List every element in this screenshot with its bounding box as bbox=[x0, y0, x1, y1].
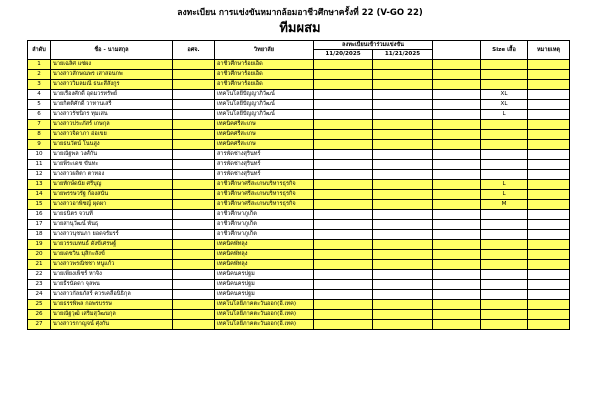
cell-name: นางสาวรัชนิกร ทุมเสน bbox=[51, 110, 173, 120]
table-row bbox=[28, 270, 570, 280]
cell-size bbox=[481, 130, 528, 140]
cell-size: L bbox=[481, 180, 528, 190]
cell-blank bbox=[433, 70, 481, 80]
cell-date1 bbox=[314, 140, 373, 150]
cell-code bbox=[173, 270, 215, 280]
cell-name: นางสาววิมลมณี ธนะสีสังกูร bbox=[51, 80, 173, 90]
cell-college: เทคนิคศรีสะเกษ bbox=[215, 120, 314, 130]
cell-name: นายทักษ์ดนัย ศรีบุญ bbox=[51, 180, 173, 190]
cell-no: 23 bbox=[28, 280, 51, 290]
cell-code bbox=[173, 140, 215, 150]
cell-remark bbox=[528, 300, 570, 310]
cell-date2 bbox=[373, 190, 433, 200]
cell-size bbox=[481, 280, 528, 290]
cell-blank bbox=[433, 300, 481, 310]
cell-no: 10 bbox=[28, 150, 51, 160]
cell-blank bbox=[433, 210, 481, 220]
cell-name: นายเรืองศักดิ์ อุดมวรทรัพย์ bbox=[51, 90, 173, 100]
cell-name: นายธนิตร จวนที bbox=[51, 210, 173, 220]
cell-remark bbox=[528, 230, 570, 240]
table-row bbox=[28, 180, 570, 190]
table-row bbox=[28, 90, 570, 100]
cell-college: เทคนิคศรีสะเกษ bbox=[215, 130, 314, 140]
cell-name: นางสาวอาพิชญ์ ผุดผา bbox=[51, 200, 173, 210]
cell-no: 24 bbox=[28, 290, 51, 300]
cell-name: นายเพียงเพ็ชร์ หาจิ่ง bbox=[51, 270, 173, 280]
table-row bbox=[28, 110, 570, 120]
cell-date1 bbox=[314, 250, 373, 260]
cell-size: L bbox=[481, 190, 528, 200]
cell-college: เทคโนโลยีปัญญาภิวัฒน์ bbox=[215, 90, 314, 100]
cell-name: นายธนวัตน์ โนนสูง bbox=[51, 140, 173, 150]
cell-size bbox=[481, 240, 528, 250]
cell-blank bbox=[433, 180, 481, 190]
table-row bbox=[28, 160, 570, 170]
cell-date1 bbox=[314, 170, 373, 180]
cell-date1 bbox=[314, 120, 373, 130]
table-body bbox=[28, 60, 570, 330]
cell-date1 bbox=[314, 320, 373, 330]
cell-size bbox=[481, 210, 528, 220]
cell-blank bbox=[433, 320, 481, 330]
cell-date2 bbox=[373, 140, 433, 150]
cell-blank bbox=[433, 90, 481, 100]
header-college: วิทยาลัย bbox=[215, 41, 314, 60]
cell-blank bbox=[433, 200, 481, 210]
cell-code bbox=[173, 160, 215, 170]
cell-remark bbox=[528, 200, 570, 210]
cell-date1 bbox=[314, 160, 373, 170]
cell-code bbox=[173, 110, 215, 120]
cell-remark bbox=[528, 90, 570, 100]
cell-name: นายเฉลิศ แซ่ผง bbox=[51, 60, 173, 70]
table-row bbox=[28, 100, 570, 110]
cell-size bbox=[481, 320, 528, 330]
cell-blank bbox=[433, 250, 481, 260]
cell-no: 18 bbox=[28, 230, 51, 240]
cell-no: 7 bbox=[28, 120, 51, 130]
cell-size bbox=[481, 150, 528, 160]
header-code: อศจ. bbox=[173, 41, 215, 60]
cell-code bbox=[173, 230, 215, 240]
cell-blank bbox=[433, 80, 481, 90]
cell-size bbox=[481, 310, 528, 320]
cell-code bbox=[173, 260, 215, 270]
cell-size bbox=[481, 230, 528, 240]
cell-remark bbox=[528, 120, 570, 130]
cell-name: นางสาวจิดาภา อ่อเขย bbox=[51, 130, 173, 140]
cell-date2 bbox=[373, 150, 433, 160]
cell-date2 bbox=[373, 160, 433, 170]
cell-remark bbox=[528, 250, 570, 260]
cell-size bbox=[481, 160, 528, 170]
cell-name: นายณัฐวุฒิ เสริมสุวัฒนกุล bbox=[51, 310, 173, 320]
cell-size bbox=[481, 140, 528, 150]
cell-date1 bbox=[314, 190, 373, 200]
cell-remark bbox=[528, 70, 570, 80]
cell-college: อาชีวศึกษาภูเก็ต bbox=[215, 210, 314, 220]
cell-no: 15 bbox=[28, 200, 51, 210]
cell-blank bbox=[433, 110, 481, 120]
cell-blank bbox=[433, 280, 481, 290]
cell-size bbox=[481, 70, 528, 80]
cell-remark bbox=[528, 170, 570, 180]
cell-date2 bbox=[373, 270, 433, 280]
cell-college: เทคโนโลยีปัญญาภิวัฒน์ bbox=[215, 110, 314, 120]
cell-college: สารพัดช่างสุรินทร์ bbox=[215, 150, 314, 160]
cell-date1 bbox=[314, 260, 373, 270]
cell-code bbox=[173, 100, 215, 110]
cell-remark bbox=[528, 60, 570, 70]
cell-no: 14 bbox=[28, 190, 51, 200]
header-date1: 11/20/2025 bbox=[314, 50, 373, 60]
cell-name: นายธรรพิพล กอพรบรรษ bbox=[51, 300, 173, 310]
cell-date2 bbox=[373, 240, 433, 250]
cell-college: อาชีวศึกษาศรีสะเกษบริหารธุรกิจ bbox=[215, 190, 314, 200]
cell-no: 3 bbox=[28, 80, 51, 90]
cell-name: นายวรรเมทนธ์ ดังข้เศรษฐ์ bbox=[51, 240, 173, 250]
cell-blank bbox=[433, 240, 481, 250]
header-blank bbox=[433, 41, 481, 60]
cell-date1 bbox=[314, 80, 373, 90]
cell-code bbox=[173, 290, 215, 300]
cell-code bbox=[173, 180, 215, 190]
cell-college: เทคโนโลยีปัญญาภิวัฒน์ bbox=[215, 100, 314, 110]
cell-date2 bbox=[373, 230, 433, 240]
cell-college: สารพัดช่างสุรินทร์ bbox=[215, 170, 314, 180]
cell-no: 16 bbox=[28, 210, 51, 220]
table-row bbox=[28, 250, 570, 260]
cell-blank bbox=[433, 120, 481, 130]
cell-date2 bbox=[373, 200, 433, 210]
cell-name: นายสานุวัฒน์ พันธุ bbox=[51, 220, 173, 230]
cell-no: 4 bbox=[28, 90, 51, 100]
cell-code bbox=[173, 220, 215, 230]
cell-code bbox=[173, 190, 215, 200]
table-row bbox=[28, 290, 570, 300]
table-row bbox=[28, 80, 570, 90]
cell-remark bbox=[528, 160, 570, 170]
table-row bbox=[28, 310, 570, 320]
cell-code bbox=[173, 250, 215, 260]
team-title: ทีมผสม bbox=[279, 21, 321, 36]
cell-name: นางสาวกัลยภัสร์ ควรเคลือนิธิกุล bbox=[51, 290, 173, 300]
cell-date1 bbox=[314, 90, 373, 100]
cell-date1 bbox=[314, 240, 373, 250]
table-row bbox=[28, 280, 570, 290]
cell-date2 bbox=[373, 300, 433, 310]
cell-blank bbox=[433, 260, 481, 270]
cell-blank bbox=[433, 290, 481, 300]
cell-no: 6 bbox=[28, 110, 51, 120]
cell-college: เทคนิคพัทลุง bbox=[215, 240, 314, 250]
cell-size bbox=[481, 80, 528, 90]
cell-date1 bbox=[314, 100, 373, 110]
cell-code bbox=[173, 300, 215, 310]
cell-remark bbox=[528, 240, 570, 250]
cell-size bbox=[481, 290, 528, 300]
cell-date2 bbox=[373, 60, 433, 70]
cell-blank bbox=[433, 150, 481, 160]
cell-size: XL bbox=[481, 100, 528, 110]
cell-date2 bbox=[373, 220, 433, 230]
cell-date2 bbox=[373, 110, 433, 120]
cell-size: L bbox=[481, 110, 528, 120]
header-no: ลำดับ bbox=[28, 41, 51, 60]
cell-no: 11 bbox=[28, 160, 51, 170]
cell-remark bbox=[528, 260, 570, 270]
cell-blank bbox=[433, 270, 481, 280]
cell-no: 13 bbox=[28, 180, 51, 190]
cell-college: อาชีวศึกษาร้อยเอ็ด bbox=[215, 80, 314, 90]
cell-remark bbox=[528, 100, 570, 110]
cell-code bbox=[173, 170, 215, 180]
cell-name: นายพรรษวรัฐ ก้องสนั่น bbox=[51, 190, 173, 200]
cell-name: นายพีระเดช ขันทะ bbox=[51, 160, 173, 170]
cell-remark bbox=[528, 290, 570, 300]
cell-no: 5 bbox=[28, 100, 51, 110]
cell-remark bbox=[528, 220, 570, 230]
cell-date1 bbox=[314, 130, 373, 140]
header-register-group: ลงทะเบียนเข้าร่วมแข่งขัน bbox=[314, 41, 433, 50]
cell-college: สารพัดช่างสุรินทร์ bbox=[215, 160, 314, 170]
cell-college: อาชีวศึกษาภูเก็ต bbox=[215, 230, 314, 240]
cell-date1 bbox=[314, 220, 373, 230]
document-title: ลงทะเบียน การแข่งขันหมากล้อมอาชีวศึกษาครั้งที่ 22 (V-GO 22) bbox=[177, 8, 423, 18]
cell-date2 bbox=[373, 260, 433, 270]
cell-date1 bbox=[314, 200, 373, 210]
cell-code bbox=[173, 240, 215, 250]
cell-code bbox=[173, 320, 215, 330]
cell-name: นายธีรนัดดา จุลพน bbox=[51, 280, 173, 290]
cell-size bbox=[481, 220, 528, 230]
table-row bbox=[28, 130, 570, 140]
header-size: Size เสื้อ bbox=[481, 41, 528, 60]
cell-college: อาชีวศึกษาร้อยเอ็ด bbox=[215, 70, 314, 80]
cell-blank bbox=[433, 230, 481, 240]
cell-code bbox=[173, 60, 215, 70]
cell-size: M bbox=[481, 200, 528, 210]
table-row bbox=[28, 320, 570, 330]
cell-date1 bbox=[314, 290, 373, 300]
cell-college: เทคโนโลยีภาคตะวันออก(อี.เทค) bbox=[215, 300, 314, 310]
cell-name: นายณัฐพล วงศ์กัน bbox=[51, 150, 173, 160]
table-row bbox=[28, 200, 570, 210]
table-row bbox=[28, 260, 570, 270]
cell-remark bbox=[528, 180, 570, 190]
cell-date2 bbox=[373, 170, 433, 180]
header-date2: 11/21/2025 bbox=[373, 50, 433, 60]
cell-college: เทคนิคพัทลุง bbox=[215, 260, 314, 270]
cell-size bbox=[481, 300, 528, 310]
cell-remark bbox=[528, 270, 570, 280]
cell-remark bbox=[528, 280, 570, 290]
cell-date2 bbox=[373, 250, 433, 260]
cell-date1 bbox=[314, 270, 373, 280]
cell-size bbox=[481, 250, 528, 260]
cell-size bbox=[481, 260, 528, 270]
cell-date1 bbox=[314, 210, 373, 220]
cell-no: 22 bbox=[28, 270, 51, 280]
cell-size bbox=[481, 120, 528, 130]
table-row bbox=[28, 220, 570, 230]
cell-blank bbox=[433, 130, 481, 140]
table-row bbox=[28, 60, 570, 70]
cell-no: 26 bbox=[28, 310, 51, 320]
cell-code bbox=[173, 210, 215, 220]
cell-no: 19 bbox=[28, 240, 51, 250]
cell-remark bbox=[528, 310, 570, 320]
cell-date1 bbox=[314, 150, 373, 160]
cell-college: อาชีวศึกษาศรีสะเกษบริหารธุรกิจ bbox=[215, 180, 314, 190]
cell-size bbox=[481, 60, 528, 70]
cell-date2 bbox=[373, 210, 433, 220]
cell-date2 bbox=[373, 90, 433, 100]
cell-date1 bbox=[314, 280, 373, 290]
cell-name: นางสาวประภัสร์ เกษกุล bbox=[51, 120, 173, 130]
cell-no: 21 bbox=[28, 260, 51, 270]
cell-no: 2 bbox=[28, 70, 51, 80]
cell-date1 bbox=[314, 310, 373, 320]
cell-name: นางสาวสักษณพร เสาสอนกพ bbox=[51, 70, 173, 80]
cell-blank bbox=[433, 60, 481, 70]
cell-date2 bbox=[373, 70, 433, 80]
cell-name: นายกิตติศักดิ์ วาทานเสรี bbox=[51, 100, 173, 110]
cell-code bbox=[173, 130, 215, 140]
cell-remark bbox=[528, 80, 570, 90]
cell-college: อาชีวศึกษาภูเก็ต bbox=[215, 220, 314, 230]
cell-blank bbox=[433, 220, 481, 230]
table-row bbox=[28, 240, 570, 250]
cell-blank bbox=[433, 160, 481, 170]
cell-code bbox=[173, 150, 215, 160]
cell-blank bbox=[433, 310, 481, 320]
cell-code bbox=[173, 90, 215, 100]
cell-date2 bbox=[373, 100, 433, 110]
cell-code bbox=[173, 200, 215, 210]
cell-college: เทคนิคศรีสะเกษ bbox=[215, 140, 314, 150]
cell-code bbox=[173, 120, 215, 130]
cell-college: เทคโนโลยีภาคตะวันออก(อี.เทค) bbox=[215, 320, 314, 330]
table-row bbox=[28, 120, 570, 130]
cell-size bbox=[481, 170, 528, 180]
cell-college: เทคโนโลยีภาคตะวันออก(อี.เทค) bbox=[215, 310, 314, 320]
cell-no: 8 bbox=[28, 130, 51, 140]
cell-no: 9 bbox=[28, 140, 51, 150]
cell-blank bbox=[433, 190, 481, 200]
cell-no: 27 bbox=[28, 320, 51, 330]
cell-college: เทคนิคนครปฐม bbox=[215, 290, 314, 300]
cell-college: อาชีวศึกษาศรีสะเกษบริหารธุรกิจ bbox=[215, 200, 314, 210]
cell-date2 bbox=[373, 130, 433, 140]
cell-college: เทคนิคพัทลุง bbox=[215, 250, 314, 260]
table-row bbox=[28, 150, 570, 160]
cell-no: 25 bbox=[28, 300, 51, 310]
header-name: ชื่อ - นามสกุล bbox=[51, 41, 173, 60]
cell-date1 bbox=[314, 110, 373, 120]
cell-blank bbox=[433, 170, 481, 180]
cell-date2 bbox=[373, 80, 433, 90]
cell-date1 bbox=[314, 300, 373, 310]
cell-date1 bbox=[314, 230, 373, 240]
cell-size bbox=[481, 270, 528, 280]
cell-remark bbox=[528, 210, 570, 220]
cell-blank bbox=[433, 140, 481, 150]
cell-code bbox=[173, 310, 215, 320]
cell-college: เทคนิคนครปฐม bbox=[215, 270, 314, 280]
header-remark: หมายเหตุ bbox=[528, 41, 570, 60]
cell-name: นายเดชวิน มุสิกะสังข์ bbox=[51, 250, 173, 260]
table-row bbox=[28, 300, 570, 310]
table-row bbox=[28, 140, 570, 150]
cell-date2 bbox=[373, 320, 433, 330]
cell-size: XL bbox=[481, 90, 528, 100]
cell-date1 bbox=[314, 70, 373, 80]
cell-date2 bbox=[373, 180, 433, 190]
cell-remark bbox=[528, 190, 570, 200]
cell-no: 12 bbox=[28, 170, 51, 180]
cell-name: นางสาวผลิตา ตาทอง bbox=[51, 170, 173, 180]
cell-date2 bbox=[373, 280, 433, 290]
cell-blank bbox=[433, 100, 481, 110]
table-row bbox=[28, 190, 570, 200]
cell-no: 17 bbox=[28, 220, 51, 230]
table-row bbox=[28, 70, 570, 80]
cell-remark bbox=[528, 110, 570, 120]
cell-name: นางสาวนุชนภา ยอดจรัมรร์ bbox=[51, 230, 173, 240]
cell-date2 bbox=[373, 120, 433, 130]
cell-college: เทคนิคนครปฐม bbox=[215, 280, 314, 290]
table-row bbox=[28, 230, 570, 240]
cell-remark bbox=[528, 140, 570, 150]
cell-code bbox=[173, 80, 215, 90]
cell-no: 1 bbox=[28, 60, 51, 70]
cell-date1 bbox=[314, 180, 373, 190]
cell-code bbox=[173, 70, 215, 80]
cell-remark bbox=[528, 320, 570, 330]
cell-code bbox=[173, 280, 215, 290]
cell-college: อาชีวศึกษาร้อยเอ็ด bbox=[215, 60, 314, 70]
table-row bbox=[28, 170, 570, 180]
cell-name: นางสาวพรณิชชา หนูแก้ว bbox=[51, 260, 173, 270]
table-row bbox=[28, 210, 570, 220]
header-row bbox=[28, 41, 570, 50]
cell-date2 bbox=[373, 290, 433, 300]
cell-date1 bbox=[314, 60, 373, 70]
cell-remark bbox=[528, 130, 570, 140]
registration-table bbox=[27, 40, 570, 330]
cell-remark bbox=[528, 150, 570, 160]
cell-no: 20 bbox=[28, 250, 51, 260]
cell-date2 bbox=[373, 310, 433, 320]
cell-name: นางสาวรกาญจน์ ศุ่งกัน bbox=[51, 320, 173, 330]
